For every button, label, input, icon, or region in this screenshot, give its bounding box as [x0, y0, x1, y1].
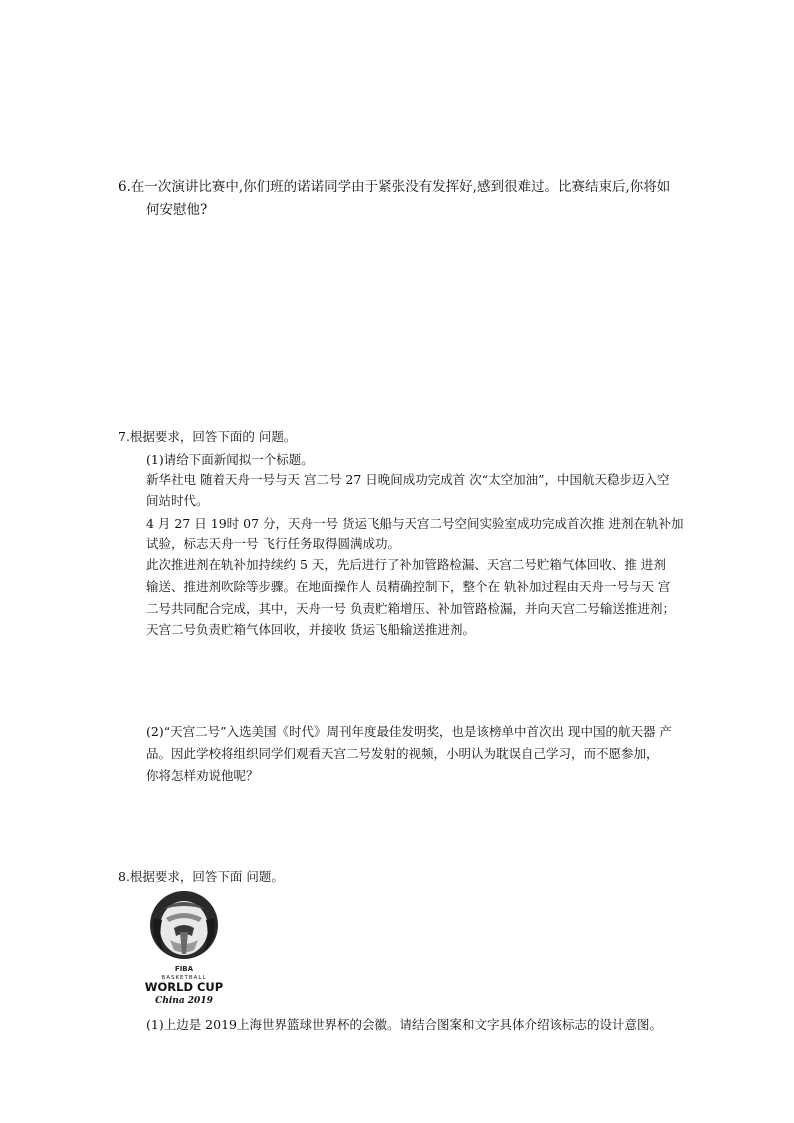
q7-sub-question-2-line: (2)“天宫二号”入选美国《时代》周刊年度最佳发明奖，也是该榜单中首次出 现中国的航天器 产	[146, 724, 672, 739]
q6-text-line-2: 何安慰他?	[146, 202, 208, 218]
q7-sub-question-2-line: 你将怎样劝说他呢？	[146, 768, 259, 783]
logo-text-line-1: BASKETBALL	[161, 975, 207, 981]
q7-news-line: 输送、推进剂吹除等步骤。在地面操作人 员精确控制下，整个在 轨补加过程由天舟一号与天 宫	[146, 579, 671, 594]
q8-sub-question-1: (1)上边是 2019上海世界篮球世界杯的会徽。请结合图案和文字具体介绍该标志的设计意图。	[146, 1017, 662, 1032]
logo-brand-text: FIBA	[174, 965, 194, 973]
q7-news-line: 试验，标志天舟一号 飞行任务取得圆满成功。	[146, 536, 400, 551]
logo-text-line-3: China 2019	[155, 996, 213, 1006]
q6-text-line-1: 6.在一次演讲比赛中,你们班的诺诺同学由于紧张没有发挥好,感到很难过。比赛结束后,你将如	[118, 179, 671, 195]
q7-news-line: 4 月 27 日 19时 07 分，天舟一号 货运飞船与天宫二号空间实验室成功完成首次推 进剂在轨补加	[146, 516, 684, 531]
q7-news-line: 间站时代。	[146, 493, 209, 508]
q7-news-line: 此次推进剂在轨补加持续约 5 天，先后进行了补加管路检漏、天宫二号贮箱气体回收、推 进剂	[146, 557, 666, 572]
q7-title: 7.根据要求，回答下面的 问题。	[118, 429, 297, 444]
q7-sub-question-2-line: 品。因此学校将组织同学们观看天宫二号发射的视频，小明认为耽误自己学习，而不愿参加，	[146, 746, 659, 761]
q8-title: 8.根据要求，回答下面 问题。	[118, 869, 284, 884]
q7-news-line: 二号共同配合完成，其中，天舟一号 负责贮箱增压、补加管路检漏，并向天宫二号输送推进剂；	[146, 601, 675, 616]
fiba-world-cup-logo-icon	[144, 888, 230, 1008]
q7-sub-question-1: (1)请给下面新闻拟一个标题。	[146, 452, 314, 467]
logo-text-line-2: WORLD CUP	[144, 980, 224, 994]
q7-news-line: 新华社电 随着天舟一号与天 宫二号 27 日晚间成功完成首 次“太空加油”，中国航天稳步迈入空	[146, 472, 670, 487]
q7-news-line: 天宫二号负责贮箱气体回收，并接收 货运飞船输送推进剂。	[146, 622, 475, 637]
